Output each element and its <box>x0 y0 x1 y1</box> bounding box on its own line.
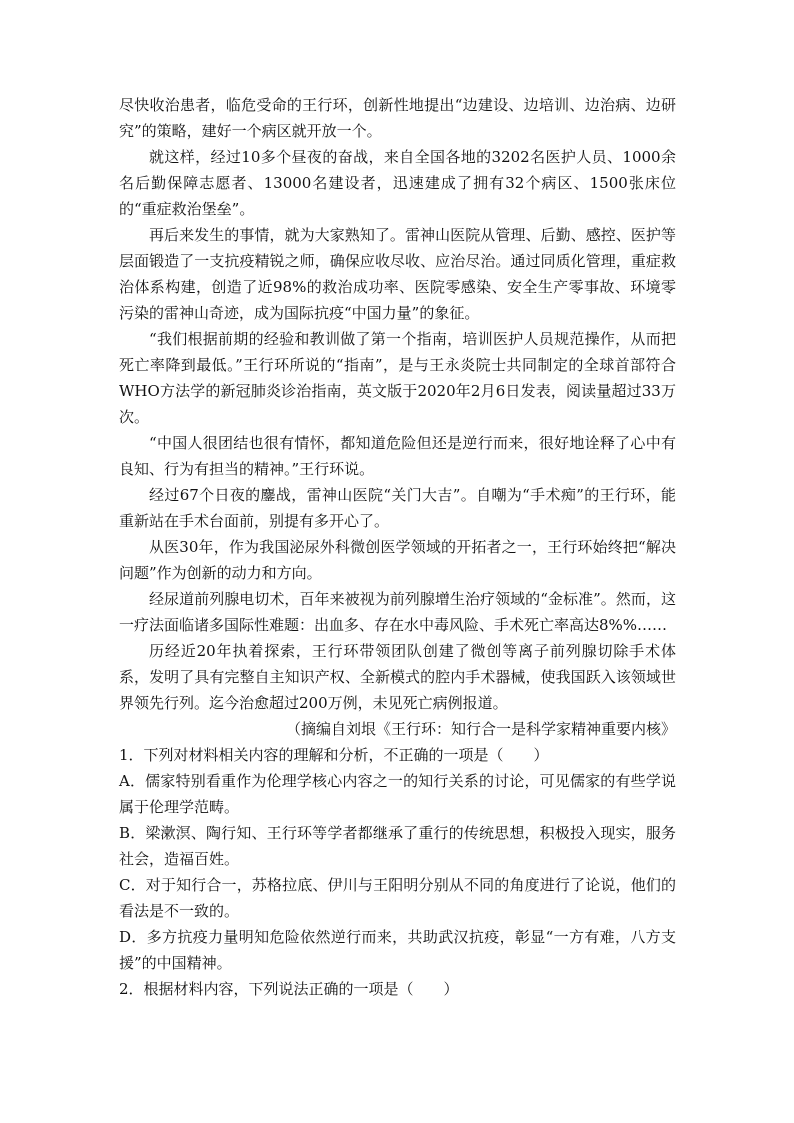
passage-paragraph-9: 历经近20年执着探索，王行环带领团队创建了微创等离子前列腺切除手术体系，发明了具有完整自主知识产权、全新模式的腔内手术器械，使我国跃入该领域世界领先行列。迄今治愈超过200万例，未见死亡病例报道。 <box>119 642 676 712</box>
passage-paragraph-8: 经尿道前列腺电切术，百年来被视为前列腺增生治疗领域的“金标准”。然而，这一疗法面临诸多国际性难题：出血多、存在水中毒风险、手术死亡率高达8%%…… <box>119 590 676 634</box>
passage-paragraph-2: 就这样，经过10多个昼夜的奋战，来自全国各地的3202名医护人员、1000余名后勤保障志愿者、13000名建设者，迅速建成了拥有32个病区、1500张床位的“重症救治堡垒”。 <box>119 148 676 218</box>
question-1-option-c: C．对于知行合一，苏格拉底、伊川与王阳明分别从不同的角度进行了论说，他们的看法是不一致的。 <box>119 876 676 920</box>
passage-paragraph-1: 尽快收治患者，临危受命的王行环，创新性地提出“边建设、边培训、边治病、边研究”的策略，建好一个病区就开放一个。 <box>119 96 676 140</box>
question-1-option-d: D．多方抗疫力量明知危险依然逆行而来，共助武汉抗疫，彰显“一方有难，八方支援”的中国精神。 <box>119 928 676 972</box>
question-1-option-b: B．梁漱溟、陶行知、王行环等学者都继承了重行的传统思想，积极投入现实，服务社会，造福百姓。 <box>119 824 676 868</box>
passage-source-citation: （摘编自刘垠《王行环：知行合一是科学家精神重要内核》 <box>285 720 676 738</box>
document-page <box>119 92 676 1002</box>
question-1-stem: 1．下列对材料相关内容的理解和分析，不正确的一项是（ ） <box>119 746 549 764</box>
passage-paragraph-7: 从医30年，作为我国泌尿外科微创医学领域的开拓者之一，王行环始终把“解决问题”作为创新的动力和方向。 <box>119 538 676 582</box>
question-2-stem: 2．根据材料内容，下列说法正确的一项是（ ） <box>119 980 459 998</box>
passage-paragraph-3: 再后来发生的事情，就为大家熟知了。雷神山医院从管理、后勤、感控、医护等层面锻造了一支抗疫精锐之师，确保应收尽收、应治尽治。通过同质化管理，重症救治体系构建，创造了近98%的救治成功率、医院零感染、安全生产零事故、环境零污染的雷神山奇迹，成为国际抗疫“中国力量”的象征。 <box>119 226 676 322</box>
passage-paragraph-4: “我们根据前期的经验和教训做了第一个指南，培训医护人员规范操作，从而把死亡率降到最低。”王行环所说的“指南”，是与王永炎院士共同制定的全球首部符合WHO方法学的新冠肺炎诊治指南，英文版于2020年2月6日发表，阅读量超过33万次。 <box>119 330 676 426</box>
question-1-option-a: A．儒家特别看重作为伦理学核心内容之一的知行关系的讨论，可见儒家的有些学说属于伦理学范畴。 <box>119 772 676 816</box>
passage-paragraph-6: 经过67个日夜的鏖战，雷神山医院“关门大吉”。自嘲为“手术痴”的王行环，能重新站在手术台面前，别提有多开心了。 <box>119 486 676 530</box>
passage-paragraph-5: “中国人很团结也很有情怀，都知道危险但还是逆行而来，很好地诠释了心中有良知、行为有担当的精神。”王行环说。 <box>119 434 676 478</box>
